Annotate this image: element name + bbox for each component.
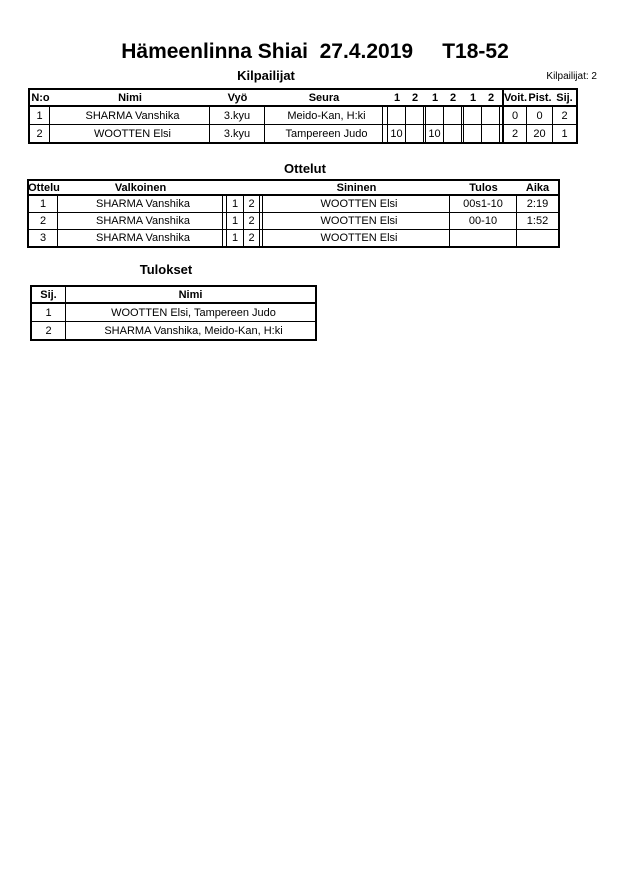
cell-score-4: [444, 107, 462, 125]
cell-points: 0: [527, 107, 553, 125]
cell-no: 1: [30, 107, 50, 125]
competitors-count: Kilpailijat: 2: [546, 71, 597, 82]
cell-score-1: [388, 107, 406, 125]
matches-table: [27, 179, 560, 248]
cell-blue-name: WOOTTEN Elsi: [263, 213, 450, 230]
cell-club: Meido-Kan, H:ki: [265, 107, 383, 125]
cell-place: 2: [32, 322, 66, 339]
cell-score-5: [464, 107, 482, 125]
cell-result: [450, 230, 517, 246]
cell-white-name: SHARMA Vanshika: [58, 230, 223, 246]
col-header-blue: Sininen: [263, 181, 450, 196]
cell-score-6: [482, 125, 500, 142]
cell-blue-no: 2: [244, 196, 260, 213]
cell-match-no: 1: [29, 196, 58, 213]
cell-name: SHARMA Vanshika: [50, 107, 210, 125]
cell-name: WOOTTEN Elsi: [50, 125, 210, 142]
col-header-result: Tulos: [450, 181, 517, 196]
col-header-score-6: 2: [482, 90, 500, 107]
col-header-wins: Voit.: [502, 90, 527, 107]
cell-score-6: [482, 107, 500, 125]
cell-no: 2: [30, 125, 50, 142]
col-header-time: Aika: [517, 181, 558, 196]
cell-time: 2:19: [517, 196, 558, 213]
cell-blue-no: 2: [244, 230, 260, 246]
col-header-score-5: 1: [464, 90, 482, 107]
cell-result: 00s1-10: [450, 196, 517, 213]
header-gap: [244, 181, 260, 196]
cell-match-no: 2: [29, 213, 58, 230]
cell-belt: 3.kyu: [210, 125, 265, 142]
col-header-belt: Vyö: [210, 90, 265, 107]
col-header-name: Nimi: [50, 90, 210, 107]
cell-white-name: SHARMA Vanshika: [58, 213, 223, 230]
cell-belt: 3.kyu: [210, 107, 265, 125]
col-header-place: Sij.: [553, 90, 576, 107]
cell-name: SHARMA Vanshika, Meido-Kan, H:ki: [104, 324, 283, 337]
col-header-match: Ottelu: [29, 181, 58, 196]
col-header-score-1: 1: [388, 90, 406, 107]
col-header-score-2: 2: [406, 90, 424, 107]
cell-blue-no: 2: [244, 213, 260, 230]
cell-club: Tampereen Judo: [265, 125, 383, 142]
header-gap: [227, 181, 244, 196]
cell-blue-name: WOOTTEN Elsi: [263, 196, 450, 213]
cell-time: [517, 230, 558, 246]
cell-score-1: 10: [388, 125, 406, 142]
competitors-table: [28, 88, 578, 144]
cell-time: 1:52: [517, 213, 558, 230]
cell-place: 1: [32, 304, 66, 322]
page-title: Hämeenlinna Shiai 27.4.2019 T18-52: [121, 40, 509, 63]
col-header-club: Seura: [265, 90, 383, 107]
cell-white-no: 1: [227, 230, 244, 246]
cell-match-no: 3: [29, 230, 58, 246]
cell-blue-name: WOOTTEN Elsi: [263, 230, 450, 246]
cell-white-name: SHARMA Vanshika: [58, 196, 223, 213]
cell-score-2: [406, 107, 424, 125]
cell-score-2: [406, 125, 424, 142]
cell-white-no: 1: [227, 196, 244, 213]
col-header-score-3: 1: [426, 90, 444, 107]
cell-score-3: 10: [426, 125, 444, 142]
cell-wins: 2: [502, 125, 527, 142]
col-header-name: Nimi: [66, 287, 315, 304]
col-header-points: Pist.: [527, 90, 553, 107]
cell-result: 00-10: [450, 213, 517, 230]
competitors-heading: Kilpailijat: [237, 68, 295, 83]
results-heading: Tulokset: [139, 262, 193, 277]
cell-score-5: [464, 125, 482, 142]
col-header-no: N:o: [30, 90, 50, 107]
cell-place: 1: [561, 127, 568, 140]
col-header-score-4: 2: [444, 90, 462, 107]
cell-score-4: [444, 125, 462, 142]
results-table: [30, 285, 317, 341]
cell-score-3: [426, 107, 444, 125]
cell-white-no: 1: [227, 213, 244, 230]
col-header-white: Valkoinen: [58, 181, 223, 196]
matches-heading: Ottelut: [284, 161, 326, 176]
cell-place: 2: [553, 107, 576, 125]
col-header-place: Sij.: [32, 287, 66, 304]
cell-points: 20: [527, 125, 553, 142]
cell-name: WOOTTEN Elsi, Tampereen Judo: [66, 304, 315, 322]
cell-wins: 0: [502, 107, 527, 125]
